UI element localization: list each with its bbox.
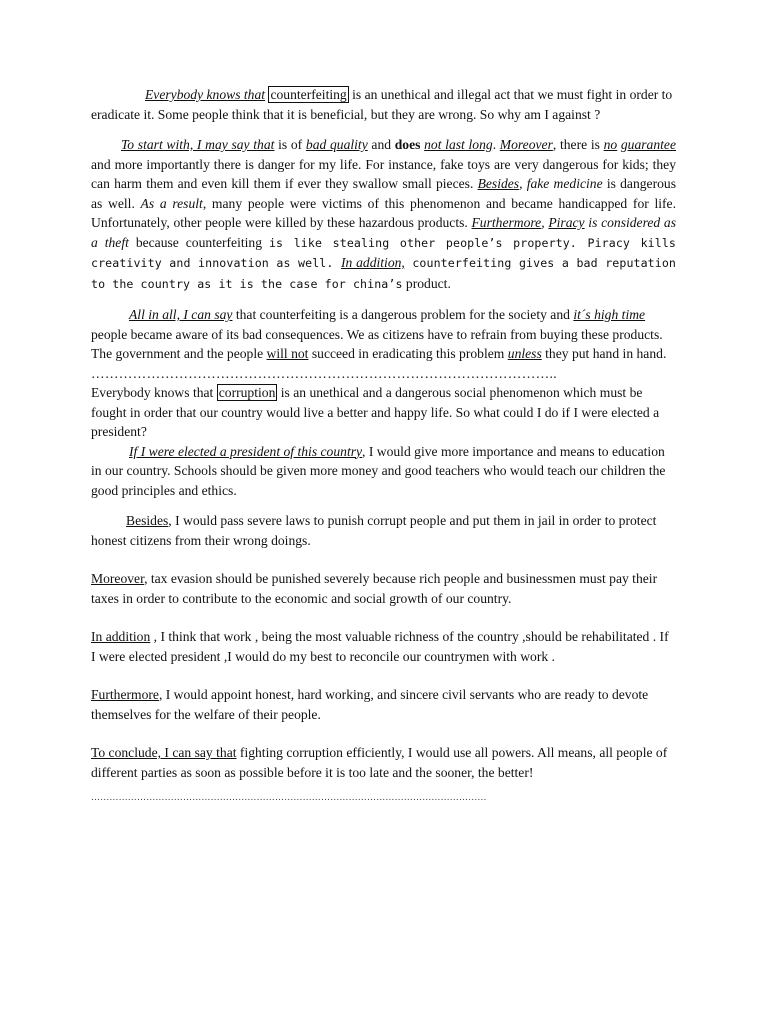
essay1-not-last-long: not last long [424,137,493,152]
essay1-text: , [541,215,549,230]
essay2-conclusion-paragraph [91,743,676,782]
essay1-high-time: it´s high time [573,307,646,322]
essay1-connector-in-addition: In addition, [340,255,405,270]
essay1-text: they put hand in hand. [541,346,667,361]
essay2-connector-to-conclude: To conclude, I can say that [91,745,237,760]
essay2-text: , I would pass severe laws to punish corrupt people and put them in jail in order to protect honest citizens from their wrong doings. [91,513,657,548]
essay1-intro-text: is an unethical and illegal act that we must fight in order to eradicate it. Some people think that it is beneficial, but they are wrong. So why am I against ? [91,87,673,122]
essay1-text: is of [274,137,306,152]
essay2-connector-moreover: Moreover [91,571,145,586]
essay1-fake-medicine: , fake medicine [519,176,603,191]
essay2-text: , tax evasion should be punished severely because rich people and businessmen must pay their taxes in order to contribute to the economic and social growth of our country. [91,571,658,606]
essay2-text: , I would give more importance and means to education in our country. Schools should be given more money and good teachers who would teach our children the good principles and ethics. [91,443,666,498]
essay2-tax-paragraph [91,569,676,608]
essay1-intro-lead: Everybody knows that [145,87,266,102]
essay1-bad-quality: bad quality [305,137,368,152]
essay2-intro-paragraph [91,383,676,442]
essay2-servants-paragraph [91,685,676,724]
essay1-typewriter-text: is like stealing other people’s property. Piracy kills creativity and innovation as well. [91,235,676,270]
essay2-education-paragraph [91,442,676,501]
essay1-theft-phrase: is considered as a theft [91,215,677,250]
essay1-boxed-keyword: counterfeiting [270,87,347,102]
essay1-unless: unless [507,346,542,361]
essay1-text: succeed in eradicating this problem [308,346,508,361]
essay1-will-not: will not [266,346,309,361]
essay2-connector-in-addition: In addition [91,629,151,644]
essay1-connector-as-a-result: As a result [140,195,203,211]
essay1-text: , there is [552,137,604,152]
essay1-connector-besides: Besides [477,176,520,191]
essay2-boxed-keyword: corruption [218,385,276,400]
essay1-connector-moreover: Moreover [499,137,553,152]
essay1-connector-furthermore: Furthermore [471,215,542,230]
essay1-connector-all-in-all: All in all, I can say [129,307,233,322]
essay2-text: , I would appoint honest, hard working, and sincere civil servants who are ready to devote themselves for the welfare of their people. [91,687,649,722]
essay1-text: because counterfeiting [128,234,269,250]
essay1-text: and [367,137,395,152]
essay2-laws-paragraph [91,511,676,550]
essay1-text: product. [402,275,451,291]
essay1-body-paragraph [91,135,676,294]
essay2-connector-besides: Besides [126,513,169,528]
essay2-text: , I think that work , being the most valuable richness of the country ,should be rehabilitated . If I were elected president ,I would do my best to reconcile our countrymen with work . [91,629,669,664]
dotted-separator-bottom: ………………………………………………………………………………………………………………… [91,792,487,802]
essay1-typewriter-text: counterfeiting gives a bad reputation to the country as it is the case for china’s [91,256,677,291]
essay1-text: and more importantly there is danger for my life. For instance, fake toys are very dangerous for kids; they can harm them and even kill them if ever they swallow small pieces. [91,156,676,191]
essay1-connector-to-start: To start with, I may say that [121,137,275,152]
essay1-intro-paragraph [91,85,676,124]
essay1-text: . [492,137,500,152]
essay2-work-paragraph [91,627,676,666]
essay1-text: that counterfeiting is a dangerous problem for the society and [232,307,574,322]
essay1-text: people became aware of its bad consequences. We as citizens have to refrain from buying these products. The government and the people [91,326,663,361]
essay1-no: no [603,137,618,152]
essay2-text: fighting corruption efficiently, I would use all powers. All means, all people of different parties as soon as possible before it is too late and the sooner, the better! [91,745,668,780]
essay2-intro-text: is an unethical and a dangerous social phenomenon which must be fought in order that our country would live a better and happy life. So what could I do if I were elected a president? [91,385,660,439]
essay1-conclusion-paragraph [91,305,676,364]
essay2-connector-furthermore: Furthermore [91,687,159,702]
essay1-guarantee: guarantee [620,137,676,152]
essay1-text: is dangerous as well. [91,176,676,211]
essay2-intro-lead: Everybody knows that [91,385,217,400]
document-page [91,85,676,802]
essay2-connector-if-elected: If I were elected a president of this country [129,443,363,459]
essay1-piracy: Piracy [548,215,585,230]
dotted-separator: ……………………………………………………………………………………….. [91,365,557,381]
essay1-text: , many people were victims of this phenomenon and became handicapped for life. Unfortunately, other people were killed by these hazardous products. [91,195,676,230]
essay1-does: does [394,137,421,152]
